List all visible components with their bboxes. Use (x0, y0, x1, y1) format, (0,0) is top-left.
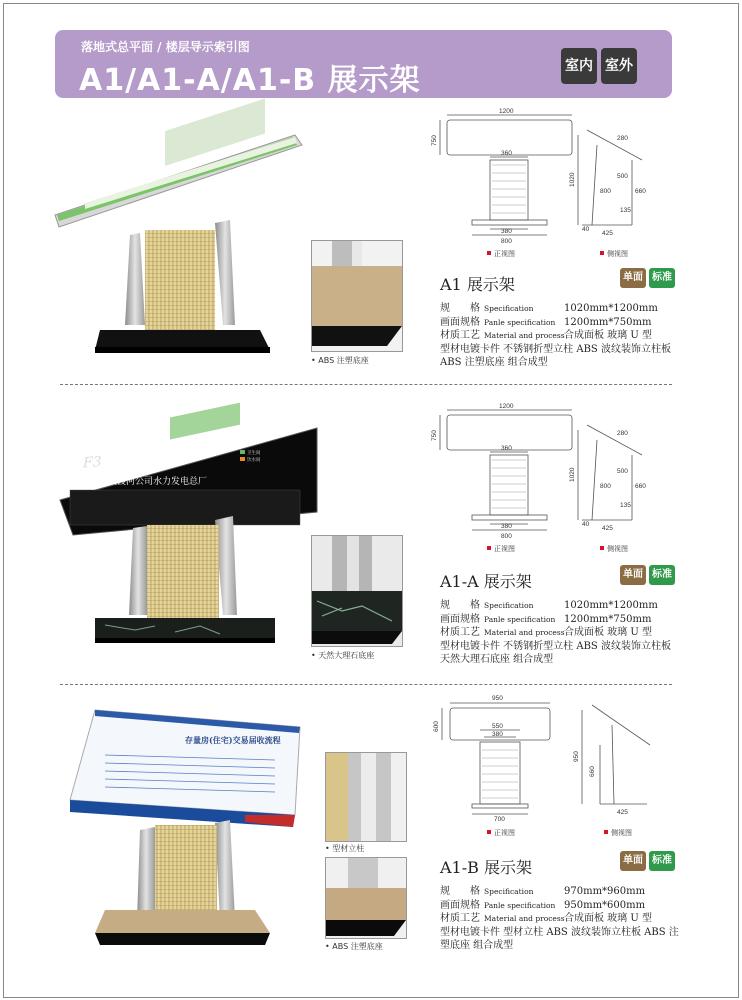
a1b-dim-base: 700 (494, 816, 505, 823)
a1a-front-view-label: 正视图 (494, 546, 515, 553)
a1-dim-side-800: 800 (600, 188, 611, 195)
svg-text:存量房(住宅)交易届收流程: 存量房(住宅)交易届收流程 (185, 735, 281, 745)
svg-text:国电大渡河公司水力发电总厂: 国电大渡河公司水力发电总厂 (90, 476, 208, 486)
a1a-dim-base1: 380 (501, 523, 512, 530)
a1b-dim-side-h: 950 (573, 751, 580, 762)
a1b-column-caption: • 型材立柱 (325, 844, 365, 853)
a1b-column-inset (325, 752, 407, 842)
a1a-side-view-label: 侧视图 (607, 546, 628, 553)
a1b-base-inset (325, 857, 407, 939)
a1-dim-side-500: 500 (617, 173, 628, 180)
a1-dim-col: 360 (501, 150, 512, 157)
a1-technical-drawing (432, 105, 667, 265)
a1-spec-block: 规 格 Specification 1020mm*1200mm 画面规格 Panle specification 1200mm*750mm 材质工艺 Material and process合成面板 玻璃 U 型 型材电镀卡件 不锈钢折型立柱 ABS 波纹装饰立柱板 ABS 注塑底座 组合成型 (440, 303, 671, 368)
a1a-inset-caption: • 天然大理石底座 (311, 651, 375, 660)
a1a-badge-single: 单面 (620, 565, 646, 585)
a1-product-name: A1 展示架 (440, 275, 515, 294)
a1-dim-side-40: 40 (582, 226, 590, 233)
section-divider-1 (60, 384, 672, 385)
a1-dim-side-660: 660 (635, 188, 646, 195)
a1a-dim-side-40: 40 (582, 521, 590, 528)
a1a-dim-side-500: 500 (617, 468, 628, 475)
outdoor-tag: 室外 (601, 48, 637, 84)
a1a-dim-col: 360 (501, 445, 512, 452)
a1-dim-width: 1200 (499, 108, 514, 115)
a1-dim-base2: 800 (501, 238, 512, 245)
a1b-product-name: A1-B 展示架 (440, 858, 532, 877)
header-subtitle: 落地式总平面 / 楼层导示索引图 (81, 40, 250, 54)
a1-dim-side-h: 1020 (569, 172, 576, 187)
section-divider-2 (60, 684, 672, 685)
a1a-dim-side-425: 425 (602, 525, 613, 532)
a1-dim-side-135: 135 (620, 207, 631, 214)
a1b-dim-width: 950 (492, 695, 503, 702)
a1b-dim-col2: 380 (492, 731, 503, 738)
a1b-badge-standard: 标准 (649, 851, 675, 871)
a1b-product-photo (65, 705, 305, 955)
a1a-dim-side-135: 135 (620, 502, 631, 509)
a1b-technical-drawing (432, 690, 667, 845)
a1a-dim-side-h: 1020 (569, 467, 576, 482)
svg-text:卫生间: 卫生间 (247, 450, 261, 455)
a1a-technical-drawing (432, 400, 667, 560)
a1b-dim-side-425: 425 (617, 809, 628, 816)
a1-badge-single: 单面 (620, 268, 646, 288)
a1-side-view-label: 侧视图 (607, 251, 628, 258)
a1-product-photo (45, 125, 310, 365)
a1a-badge-standard: 标准 (649, 565, 675, 585)
a1a-dim-side-top: 280 (617, 430, 628, 437)
a1-dim-height: 750 (431, 135, 438, 146)
a1-dim-base1: 380 (501, 228, 512, 235)
a1b-badge-single: 单面 (620, 851, 646, 871)
header-banner (55, 30, 672, 98)
a1a-product-photo (55, 420, 325, 660)
a1a-dim-side-660: 660 (635, 483, 646, 490)
svg-text:饮水间: 饮水间 (247, 457, 261, 462)
a1a-spec-block: 规 格 Specification 1020mm*1200mm 画面规格 Panle specification 1200mm*750mm 材质工艺 Material and process合成面板 玻璃 U 型 型材电镀卡件 不锈钢折型立柱 ABS 波纹装饰立柱板 天然大理石底座 组合成型 (440, 600, 671, 665)
a1-inset-caption: • ABS 注塑底座 (311, 356, 369, 365)
a1b-front-view-label: 正视图 (494, 830, 515, 837)
a1a-dim-base2: 800 (501, 533, 512, 540)
indoor-tag: 室内 (561, 48, 597, 84)
svg-text:F3: F3 (83, 453, 102, 472)
a1-front-view-label: 正视图 (494, 251, 515, 258)
a1-dim-side-top: 280 (617, 135, 628, 142)
a1b-dim-col: 550 (492, 723, 503, 730)
a1b-spec-block: 规 格 Specification 970mm*960mm 画面规格 Panle specification 950mm*600mm 材质工艺 Material and process合成面板 玻璃 U 型 型材电镀卡件 型材立柱 ABS 波纹装饰立柱板 ABS 注 塑底座 组合成型 (440, 886, 679, 951)
a1b-base-caption: • ABS 注塑底座 (325, 942, 383, 951)
header-title: A1/A1-A/A1-B 展示架 (79, 63, 421, 98)
a1a-product-name: A1-A 展示架 (440, 572, 532, 591)
a1a-dim-height: 750 (431, 430, 438, 441)
a1b-dim-side-660: 660 (589, 766, 596, 777)
a1-dim-side-425: 425 (602, 230, 613, 237)
a1a-dim-width: 1200 (499, 403, 514, 410)
a1a-base-inset (311, 535, 403, 647)
a1a-dim-side-800: 800 (600, 483, 611, 490)
a1-base-inset (311, 240, 403, 352)
a1b-dim-height: 600 (433, 721, 440, 732)
a1-badge-standard: 标准 (649, 268, 675, 288)
a1b-side-view-label: 侧视图 (611, 830, 632, 837)
